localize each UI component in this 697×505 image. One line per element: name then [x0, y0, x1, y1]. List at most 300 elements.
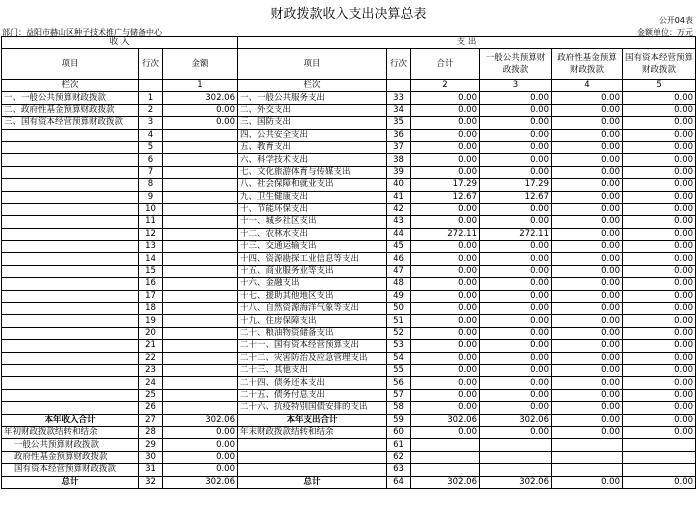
expense-total: 0.00 — [411, 216, 480, 228]
expense-general-budget: 0.00 — [480, 377, 552, 389]
table-row — [2, 402, 696, 414]
income-line-no: 27 — [139, 414, 163, 426]
income-item — [2, 203, 139, 215]
expense-total — [411, 439, 480, 451]
income-line-no: 32 — [139, 476, 163, 488]
income-item — [2, 265, 139, 277]
expense-total: 0.00 — [411, 203, 480, 215]
expense-general-budget — [480, 464, 552, 476]
expense-gov-fund: 0.00 — [552, 265, 623, 277]
income-line-no: 15 — [139, 265, 163, 277]
expense-general-budget: 0.00 — [480, 154, 552, 166]
income-amount — [163, 364, 238, 376]
table-row — [2, 315, 696, 327]
income-amount: 302.06 — [163, 414, 238, 426]
expense-item: 一、一般公共服务支出 — [238, 92, 387, 104]
expense-line-no: 56 — [387, 377, 411, 389]
expense-general-budget: 0.00 — [480, 117, 552, 129]
table-row — [2, 414, 696, 426]
income-item — [2, 278, 139, 290]
expense-total: 0.00 — [411, 389, 480, 401]
expense-gov-fund: 0.00 — [552, 129, 623, 141]
table-row — [2, 117, 696, 129]
expense-state-capital: 0.00 — [623, 141, 696, 153]
expense-line-no: 43 — [387, 216, 411, 228]
expense-total: 302.06 — [411, 414, 480, 426]
income-line-no: 31 — [139, 464, 163, 476]
expense-state-capital — [623, 451, 696, 463]
income-amount: 0.00 — [163, 104, 238, 116]
table-row — [2, 253, 696, 265]
income-item — [2, 191, 139, 203]
income-item — [2, 216, 139, 228]
expense-total — [411, 451, 480, 463]
expense-item: 本年支出合计 — [238, 414, 387, 426]
expense-total: 0.00 — [411, 278, 480, 290]
expense-general-budget: 0.00 — [480, 315, 552, 327]
expense-state-capital: 0.00 — [623, 241, 696, 253]
expense-total: 0.00 — [411, 327, 480, 339]
income-item: 一般公共预算财政拨款 — [2, 439, 139, 451]
expense-total: 0.00 — [411, 377, 480, 389]
expense-line-no: 46 — [387, 253, 411, 265]
expense-item: 十二、农林水支出 — [238, 228, 387, 240]
income-item: 本年收入合计 — [2, 414, 139, 426]
income-line-no: 11 — [139, 216, 163, 228]
expense-gov-fund: 0.00 — [552, 191, 623, 203]
table-row — [2, 476, 696, 488]
income-item-header: 项目 — [2, 49, 139, 80]
expense-state-capital: 0.00 — [623, 166, 696, 178]
expense-line-no: 51 — [387, 315, 411, 327]
income-item — [2, 402, 139, 414]
income-item — [2, 253, 139, 265]
expense-state-capital — [623, 439, 696, 451]
income-line-no: 24 — [139, 377, 163, 389]
expense-general-budget: 17.29 — [480, 179, 552, 191]
total-header: 合计 — [411, 49, 480, 80]
income-item — [2, 228, 139, 240]
income-amount — [163, 290, 238, 302]
expense-general-budget: 0.00 — [480, 402, 552, 414]
income-amount — [163, 352, 238, 364]
general-budget-header: 一般公共预算财政拨款 — [480, 49, 552, 80]
income-item — [2, 340, 139, 352]
expense-general-budget: 0.00 — [480, 389, 552, 401]
table-row — [2, 265, 696, 277]
income-item — [2, 290, 139, 302]
expense-gov-fund: 0.00 — [552, 340, 623, 352]
expense-line-no: 45 — [387, 241, 411, 253]
expense-gov-fund — [552, 464, 623, 476]
expense-gov-fund: 0.00 — [552, 476, 623, 488]
expense-gov-fund — [552, 451, 623, 463]
income-item — [2, 327, 139, 339]
expense-state-capital: 0.00 — [623, 426, 696, 438]
income-item — [2, 364, 139, 376]
expense-gov-fund: 0.00 — [552, 104, 623, 116]
expense-total: 0.00 — [411, 117, 480, 129]
expense-line-no: 60 — [387, 426, 411, 438]
budget-table — [1, 36, 696, 489]
expense-total — [411, 464, 480, 476]
income-line-no: 7 — [139, 166, 163, 178]
expense-state-capital: 0.00 — [623, 104, 696, 116]
expense-item: 八、社会保障和就业支出 — [238, 179, 387, 191]
income-amount-header: 金额 — [163, 49, 238, 80]
expense-item: 二、外交支出 — [238, 104, 387, 116]
expense-item: 十七、援助其他地区支出 — [238, 290, 387, 302]
income-item — [2, 315, 139, 327]
table-row — [2, 166, 696, 178]
expense-line-no: 53 — [387, 340, 411, 352]
expense-gov-fund: 0.00 — [552, 216, 623, 228]
income-line-no: 17 — [139, 290, 163, 302]
expense-item: 九、卫生健康支出 — [238, 191, 387, 203]
expense-state-capital: 0.00 — [623, 364, 696, 376]
income-item: 年初财政拨款结转和结余 — [2, 426, 139, 438]
table-row — [2, 377, 696, 389]
table-code: 公开04表 — [658, 16, 693, 25]
income-amount: 0.00 — [163, 439, 238, 451]
colno-2: 2 — [411, 80, 480, 92]
expense-item: 三、国防支出 — [238, 117, 387, 129]
income-item: 总计 — [2, 476, 139, 488]
expense-total: 0.00 — [411, 402, 480, 414]
expense-line-no: 50 — [387, 303, 411, 315]
income-line-no: 25 — [139, 389, 163, 401]
expense-item: 十五、商业服务业等支出 — [238, 265, 387, 277]
colno-label-left: 栏次 — [2, 80, 139, 92]
colno-5: 5 — [623, 80, 696, 92]
expense-line-no: 64 — [387, 476, 411, 488]
expense-line-no: 52 — [387, 327, 411, 339]
colno-3: 3 — [480, 80, 552, 92]
income-amount — [163, 315, 238, 327]
expense-state-capital: 0.00 — [623, 315, 696, 327]
expense-line-no: 39 — [387, 166, 411, 178]
expense-state-capital: 0.00 — [623, 476, 696, 488]
expense-line-no: 38 — [387, 154, 411, 166]
income-line-no: 14 — [139, 253, 163, 265]
expense-general-budget: 0.00 — [480, 216, 552, 228]
table-row — [2, 228, 696, 240]
expense-state-capital: 0.00 — [623, 92, 696, 104]
income-item — [2, 303, 139, 315]
table-row — [2, 352, 696, 364]
expense-item: 总计 — [238, 476, 387, 488]
expense-line-no: 37 — [387, 141, 411, 153]
expense-gov-fund: 0.00 — [552, 228, 623, 240]
income-item: 三、国有资本经营预算财政拨款 — [2, 117, 139, 129]
expense-state-capital: 0.00 — [623, 216, 696, 228]
expense-total: 302.06 — [411, 476, 480, 488]
income-amount — [163, 340, 238, 352]
expense-line-no: 49 — [387, 290, 411, 302]
income-item — [2, 389, 139, 401]
expense-total: 0.00 — [411, 92, 480, 104]
expense-gov-fund: 0.00 — [552, 377, 623, 389]
expense-gov-fund — [552, 439, 623, 451]
expense-gov-fund: 0.00 — [552, 154, 623, 166]
expense-total: 0.00 — [411, 166, 480, 178]
income-amount: 0.00 — [163, 451, 238, 463]
expense-general-budget: 0.00 — [480, 278, 552, 290]
table-row — [2, 327, 696, 339]
expense-total: 0.00 — [411, 426, 480, 438]
income-amount — [163, 129, 238, 141]
income-line-no: 29 — [139, 439, 163, 451]
expense-gov-fund: 0.00 — [552, 389, 623, 401]
expense-general-budget: 302.06 — [480, 414, 552, 426]
expense-gov-fund: 0.00 — [552, 364, 623, 376]
income-amount: 302.06 — [163, 476, 238, 488]
expense-gov-fund: 0.00 — [552, 117, 623, 129]
expense-item: 十六、金融支出 — [238, 278, 387, 290]
expense-state-capital: 0.00 — [623, 154, 696, 166]
unit-label: 金额单位：万元 — [637, 28, 693, 37]
income-amount: 302.06 — [163, 92, 238, 104]
income-line-no: 5 — [139, 141, 163, 153]
table-row — [2, 92, 696, 104]
expense-line-no: 59 — [387, 414, 411, 426]
expense-item: 二十三、其他支出 — [238, 364, 387, 376]
expense-item: 十四、资源勘探工业信息等支出 — [238, 253, 387, 265]
income-amount — [163, 228, 238, 240]
expense-header: 支 出 — [238, 37, 696, 49]
table-row — [2, 216, 696, 228]
expense-item: 二十六、抗疫特别国债安排的支出 — [238, 402, 387, 414]
table-row — [2, 464, 696, 476]
expense-total: 0.00 — [411, 141, 480, 153]
table-row — [2, 179, 696, 191]
expense-item: 二十五、债务付息支出 — [238, 389, 387, 401]
table-row — [2, 303, 696, 315]
table-row — [2, 290, 696, 302]
expense-total: 0.00 — [411, 364, 480, 376]
expense-gov-fund: 0.00 — [552, 352, 623, 364]
expense-gov-fund: 0.00 — [552, 203, 623, 215]
income-line-no: 9 — [139, 191, 163, 203]
expense-state-capital: 0.00 — [623, 290, 696, 302]
expense-line-no: 48 — [387, 278, 411, 290]
expense-item: 十一、城乡社区支出 — [238, 216, 387, 228]
income-item — [2, 154, 139, 166]
report-title: 财政拨款收入支出决算总表 — [270, 7, 427, 22]
expense-state-capital: 0.00 — [623, 303, 696, 315]
income-header: 收 入 — [2, 37, 238, 49]
expense-state-capital: 0.00 — [623, 265, 696, 277]
expense-line-no: 54 — [387, 352, 411, 364]
table-row — [2, 129, 696, 141]
expense-gov-fund: 0.00 — [552, 253, 623, 265]
expense-line-no: 41 — [387, 191, 411, 203]
expense-general-budget: 0.00 — [480, 166, 552, 178]
expense-item: 四、公共安全支出 — [238, 129, 387, 141]
expense-state-capital: 0.00 — [623, 402, 696, 414]
table-row — [2, 451, 696, 463]
income-item: 政府性基金预算财政拨款 — [2, 451, 139, 463]
income-item — [2, 166, 139, 178]
table-row — [2, 203, 696, 215]
income-line-no: 28 — [139, 426, 163, 438]
income-line-no: 16 — [139, 278, 163, 290]
table-row — [2, 364, 696, 376]
income-amount: 0.00 — [163, 464, 238, 476]
expense-line-no: 57 — [387, 389, 411, 401]
expense-gov-fund: 0.00 — [552, 426, 623, 438]
income-line-no: 8 — [139, 179, 163, 191]
expense-total: 0.00 — [411, 154, 480, 166]
expense-general-budget: 0.00 — [480, 290, 552, 302]
expense-total: 0.00 — [411, 241, 480, 253]
table-row — [2, 141, 696, 153]
expense-state-capital: 0.00 — [623, 340, 696, 352]
income-amount — [163, 303, 238, 315]
income-amount — [163, 389, 238, 401]
income-amount — [163, 377, 238, 389]
expense-gov-fund: 0.00 — [552, 141, 623, 153]
income-amount — [163, 166, 238, 178]
income-line-no: 30 — [139, 451, 163, 463]
expense-total: 12.67 — [411, 191, 480, 203]
expense-general-budget: 0.00 — [480, 129, 552, 141]
expense-state-capital: 0.00 — [623, 377, 696, 389]
expense-item: 二十二、灾害防治及应急管理支出 — [238, 352, 387, 364]
income-line-no: 23 — [139, 364, 163, 376]
income-line-no: 18 — [139, 303, 163, 315]
expense-state-capital: 0.00 — [623, 117, 696, 129]
income-amount — [163, 253, 238, 265]
income-amount — [163, 203, 238, 215]
expense-line-no: 44 — [387, 228, 411, 240]
expense-item — [238, 439, 387, 451]
table-row — [2, 439, 696, 451]
expense-line-no: 34 — [387, 104, 411, 116]
expense-total: 0.00 — [411, 265, 480, 277]
gov-fund-header: 政府性基金预算财政拨款 — [552, 49, 623, 80]
expense-line-no: 40 — [387, 179, 411, 191]
expense-total: 0.00 — [411, 303, 480, 315]
expense-total: 0.00 — [411, 340, 480, 352]
expense-state-capital: 0.00 — [623, 253, 696, 265]
income-amount — [163, 241, 238, 253]
expense-item: 十三、交通运输支出 — [238, 241, 387, 253]
expense-total: 0.00 — [411, 352, 480, 364]
expense-gov-fund: 0.00 — [552, 166, 623, 178]
income-item: 国有资本经营预算财政拨款 — [2, 464, 139, 476]
table-row — [2, 104, 696, 116]
income-amount — [163, 154, 238, 166]
expense-gov-fund: 0.00 — [552, 327, 623, 339]
expense-general-budget: 12.67 — [480, 191, 552, 203]
income-line-no: 13 — [139, 241, 163, 253]
income-line-no: 20 — [139, 327, 163, 339]
income-amount — [163, 179, 238, 191]
expense-total: 0.00 — [411, 104, 480, 116]
expense-total: 0.00 — [411, 315, 480, 327]
expense-state-capital — [623, 464, 696, 476]
expense-total: 272.11 — [411, 228, 480, 240]
income-item: 一、一般公共预算财政拨款 — [2, 92, 139, 104]
income-line-no: 4 — [139, 129, 163, 141]
expense-state-capital: 0.00 — [623, 389, 696, 401]
expense-general-budget: 0.00 — [480, 303, 552, 315]
income-amount — [163, 191, 238, 203]
table-row — [2, 154, 696, 166]
expense-gov-fund: 0.00 — [552, 303, 623, 315]
expense-line-no: 55 — [387, 364, 411, 376]
expense-item: 二十一、国有资本经营预算支出 — [238, 340, 387, 352]
expense-state-capital: 0.00 — [623, 327, 696, 339]
expense-state-capital: 0.00 — [623, 191, 696, 203]
income-item — [2, 241, 139, 253]
colno-4: 4 — [552, 80, 623, 92]
expense-line-no: 63 — [387, 464, 411, 476]
expense-general-budget: 0.00 — [480, 340, 552, 352]
expense-total: 0.00 — [411, 129, 480, 141]
expense-gov-fund: 0.00 — [552, 92, 623, 104]
income-lineno-header: 行次 — [139, 49, 163, 80]
expense-gov-fund: 0.00 — [552, 278, 623, 290]
expense-item: 五、教育支出 — [238, 141, 387, 153]
expense-general-budget: 0.00 — [480, 203, 552, 215]
income-line-no: 3 — [139, 117, 163, 129]
income-amount: 0.00 — [163, 117, 238, 129]
expense-line-no: 62 — [387, 451, 411, 463]
expense-line-no: 47 — [387, 265, 411, 277]
income-amount — [163, 265, 238, 277]
expense-state-capital: 0.00 — [623, 203, 696, 215]
expense-general-budget — [480, 439, 552, 451]
colno-label-right: 栏次 — [238, 80, 387, 92]
expense-line-no: 58 — [387, 402, 411, 414]
expense-line-no: 36 — [387, 129, 411, 141]
expense-general-budget: 0.00 — [480, 141, 552, 153]
expense-state-capital: 0.00 — [623, 352, 696, 364]
income-line-no: 26 — [139, 402, 163, 414]
expense-general-budget: 0.00 — [480, 352, 552, 364]
expense-item: 十九、住房保障支出 — [238, 315, 387, 327]
expense-line-no: 35 — [387, 117, 411, 129]
expense-general-budget: 0.00 — [480, 104, 552, 116]
income-item — [2, 129, 139, 141]
expense-state-capital: 0.00 — [623, 278, 696, 290]
expense-item: 十、节能环保支出 — [238, 203, 387, 215]
expense-gov-fund: 0.00 — [552, 179, 623, 191]
income-line-no: 22 — [139, 352, 163, 364]
expense-line-no: 33 — [387, 92, 411, 104]
table-row — [2, 241, 696, 253]
table-row — [2, 340, 696, 352]
expense-general-budget: 0.00 — [480, 241, 552, 253]
expense-line-no: 61 — [387, 439, 411, 451]
expense-state-capital: 0.00 — [623, 179, 696, 191]
colno-1: 1 — [163, 80, 238, 92]
income-line-no: 10 — [139, 203, 163, 215]
expense-general-budget: 0.00 — [480, 327, 552, 339]
table-row — [2, 278, 696, 290]
expense-item: 七、文化旅游体育与传媒支出 — [238, 166, 387, 178]
income-item — [2, 141, 139, 153]
expense-item — [238, 451, 387, 463]
department-label: 部门：益阳市赫山区种子技术推广与储备中心 — [2, 28, 162, 37]
income-item — [2, 352, 139, 364]
expense-line-no: 42 — [387, 203, 411, 215]
expense-state-capital: 0.00 — [623, 228, 696, 240]
expense-total: 17.29 — [411, 179, 480, 191]
income-line-no: 2 — [139, 104, 163, 116]
